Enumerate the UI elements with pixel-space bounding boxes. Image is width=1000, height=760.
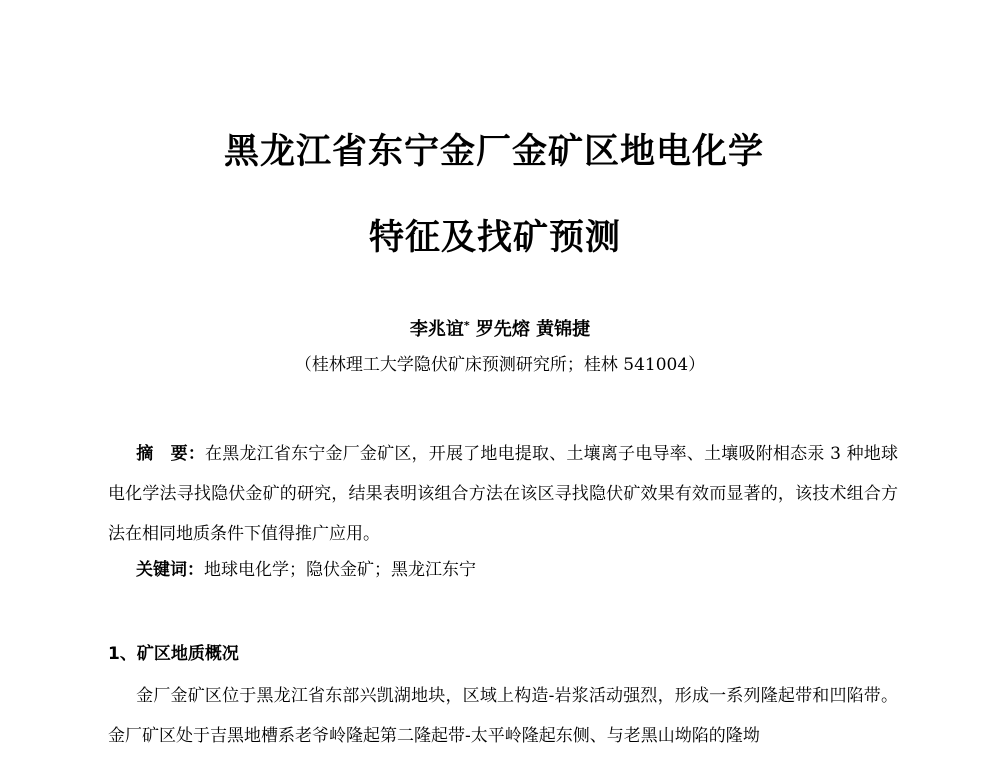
title-line-1: 黑龙江省东宁金厂金矿区地电化学: [223, 132, 764, 172]
keywords-label: 关键词：: [136, 560, 204, 580]
abstract: [108, 434, 898, 554]
keywords-text: 地球电化学；隐伏金矿；黑龙江东宁: [204, 560, 476, 580]
author-names-2-3: 罗先熔 黄锦捷: [475, 319, 591, 340]
title-line-2: 特征及找矿预测: [368, 218, 621, 258]
section-heading-1: 1、矿区地质概况: [108, 644, 239, 664]
author-list: [0, 314, 1000, 342]
abstract-text: 在黑龙江省东宁金厂金矿区，开展了地电提取、土壤离子电导率、土壤吸附相态汞 3 种地球电化学法寻找隐伏金矿的研究，结果表明该组合方法在该区寻找隐伏矿效果有效而显著的，该技术组合方法在相同地质条件下值得推广应用。: [108, 444, 899, 544]
corresponding-author-mark: *: [463, 319, 470, 332]
affiliation: （桂林理工大学隐伏矿床预测研究所；桂林 541004）: [294, 355, 706, 375]
abstract-label: 摘 要：: [136, 444, 206, 464]
section-body-1: [108, 676, 898, 756]
keywords: [136, 558, 476, 582]
section-body-text: 金厂金矿区位于黑龙江省东部兴凯湖地块，区域上构造-岩浆活动强烈，形成一系列隆起带和凹陷带。金厂矿区处于吉黑地槽系老爷岭隆起第二隆起带-太平岭隆起东侧、与老黑山坳陷的隆坳: [108, 686, 898, 746]
author-name-1: 李兆谊: [409, 319, 464, 340]
